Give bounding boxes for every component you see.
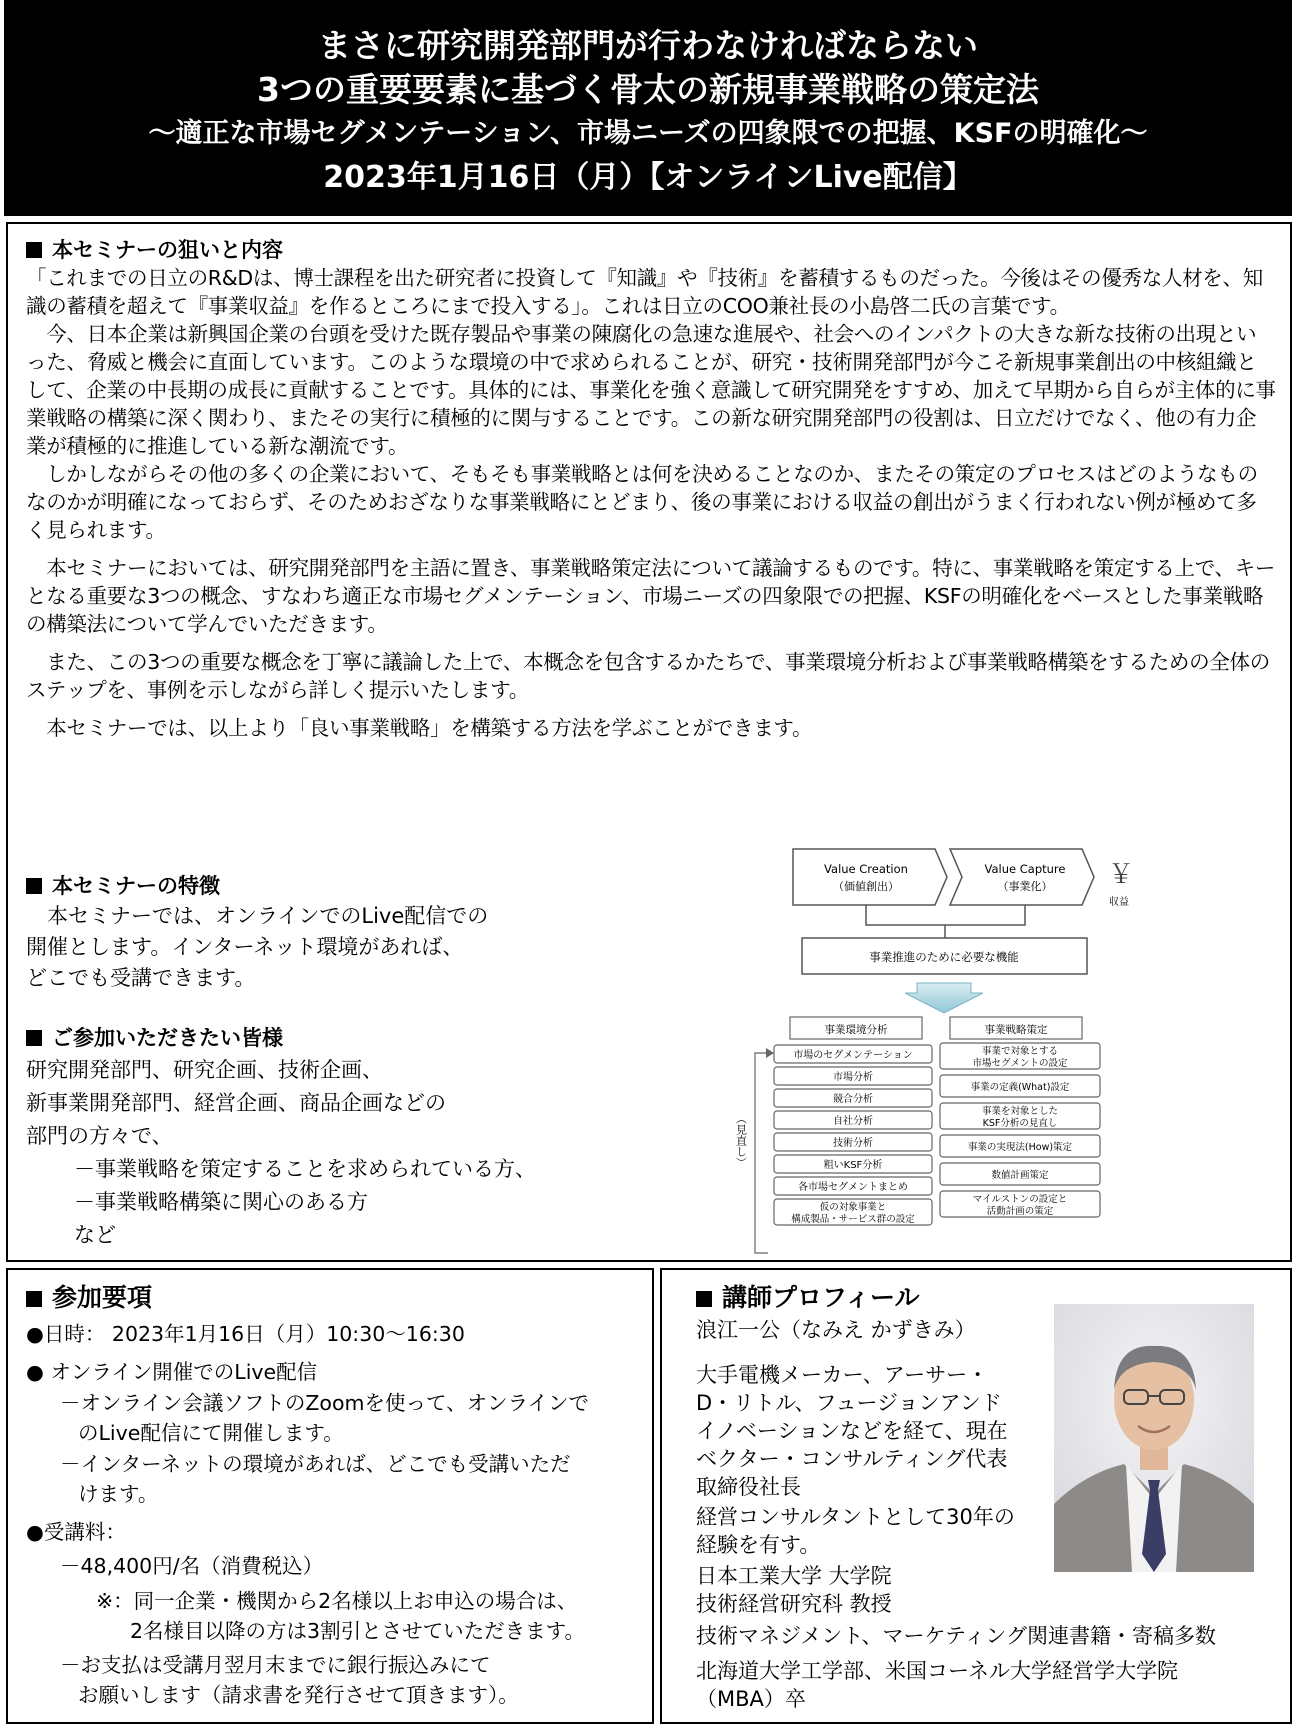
env-item: 構成製品・サービス群の設定 — [791, 1214, 915, 1225]
requirements-online-detail: －インターネットの環境があれば、どこでも受講いただ — [60, 1452, 571, 1476]
audience-line: 研究開発部門、研究企画、技術企画、 — [26, 1058, 383, 1082]
strategy-title: 事業戦略策定 — [984, 1024, 1048, 1036]
strategy-item: 事業を対象とした — [981, 1106, 1059, 1117]
value-creation-label: Value Creation — [824, 862, 908, 876]
strategy-diagram — [725, 843, 1135, 1259]
aims-heading: 本セミナーの狙いと内容 — [26, 234, 283, 264]
square-bullet-icon — [26, 242, 42, 258]
aims-body — [26, 264, 1276, 742]
revenue-label: 収益 — [1109, 897, 1129, 908]
features-line: 本セミナーでは、オンラインでのLive配信での — [26, 904, 489, 928]
functions-label: 事業推進のために必要な機能 — [869, 950, 1019, 964]
yen-icon: ￥ — [1107, 860, 1135, 890]
requirements-online: ● オンライン開催でのLive配信 — [26, 1360, 318, 1384]
env-item: 各市場セグメントまとめ — [798, 1182, 908, 1193]
env-item: 競合分析 — [833, 1094, 873, 1105]
strategy-item: マイルストンの設定と — [972, 1194, 1068, 1205]
strategy-item: 事業の定義(What)設定 — [970, 1082, 1070, 1093]
aims-paragraph: 「これまでの日立のR&Dは、博士課程を出た研究者に投資して『知識』や『技術』を蓄積するものだった。今後はその優秀な人材を、知識の蓄積を超えて『事業収益』を作るところにまで投入する」。これは日立のCOO兼社長の小島啓二氏の言葉です。 — [26, 266, 1263, 318]
aims-paragraph: 本セミナーでは、以上より「良い事業戦略」を構築する方法を学ぶことができます。 — [26, 716, 813, 740]
value-creation-jp-label: （価値創出） — [833, 880, 899, 893]
aims-paragraph: 今、日本企業は新興国企業の台頭を受けた既存製品や事業の陳腐化の急速な進展や、社会へのインパクトの大きな新な技術の出現といった、脅威と機会に直面しています。このような環境の中で求められることが、研究・技術開発部門が今こそ新規事業創出の中核組織として、企業の中長期の成長に貢献することです。具体的には、事業化を強く意識して研究開発をすすめ、加えて早期から自らが主体的に事業戦略の構築に深く関わり、またその実行に積極的に関与することです。この新な研究開発部門の役割は、日立だけでなく、他の有力企業が積極的に推進している新な潮流です。 — [26, 322, 1276, 458]
requirements-online-detail: のLive配信にて開催します。 — [78, 1421, 344, 1445]
lecturer-career: 大手電機メーカー、アーサー・ D・リトル、フュージョンアンド イノベーションなどを経て、現在 ベクター・コンサルティング代表 取締役社長 — [696, 1363, 1008, 1499]
env-analysis-items — [774, 1045, 932, 1225]
requirements-online-detail: けます。 — [78, 1482, 159, 1506]
value-capture-jp-label: （事業化） — [997, 880, 1053, 893]
lecturer-books: 技術マネジメント、マーケティング関連書籍・寄稿多数 — [696, 1624, 1216, 1648]
title-line-2: 3つの重要要素に基づく骨太の新規事業戦略の策定法 — [257, 70, 1039, 109]
value-capture-box — [950, 849, 1094, 905]
strategy-item: 事業で対象とする — [981, 1046, 1059, 1057]
strategy-item: KSF分析の見直し — [982, 1118, 1058, 1129]
square-bullet-icon — [26, 1030, 42, 1046]
lecturer-affiliation: 日本工業大学 大学院 技術経営研究科 教授 — [696, 1564, 892, 1616]
strategy-item: 事業の実現法(How)策定 — [967, 1142, 1073, 1153]
requirements-heading: 参加要項 — [26, 1278, 152, 1314]
lecturer-experience: 経営コンサルタントとして30年の 経験を有す。 — [696, 1505, 1015, 1557]
requirements-discount: 2名様目以降の方は3割引とさせていただきます。 — [130, 1619, 585, 1643]
audience-line: 部門の方々で、 — [26, 1124, 173, 1148]
env-item: 仮の対象事業と — [819, 1202, 887, 1213]
strategy-items — [940, 1043, 1100, 1217]
requirements-online-detail: －オンライン会議ソフトのZoomを使って、オンラインで — [60, 1391, 589, 1415]
requirements-fee-amount: －48,400円/名（消費税込） — [60, 1554, 324, 1578]
audience-line: －事業戦略構築に関心のある方 — [74, 1190, 368, 1214]
requirements-discount: ※：同一企業・機関から2名様以上お申込の場合は、 — [96, 1589, 578, 1613]
square-bullet-icon — [26, 1291, 42, 1307]
lecturer-education: 北海道大学工学部、米国コーネル大学経営学大学院 （MBA）卒 — [696, 1659, 1178, 1711]
header-banner — [4, 0, 1292, 216]
audience-line: －事業戦略を策定することを求められている方、 — [74, 1157, 536, 1181]
audience-line: 新事業開発部門、経営企画、商品企画などの — [26, 1091, 446, 1115]
value-creation-box — [793, 849, 947, 905]
strategy-item: 数値計画策定 — [991, 1170, 1049, 1181]
audience-line: など — [74, 1223, 116, 1247]
env-item: 粗いKSF分析 — [823, 1160, 883, 1171]
lecturer-photo — [1054, 1304, 1254, 1572]
features-line: どこでも受講できます。 — [26, 966, 256, 990]
lecturer-name: 浪江一公（なみえ かずきみ） — [696, 1318, 976, 1342]
env-item: 市場分析 — [833, 1072, 873, 1083]
env-item: 自社分析 — [833, 1116, 873, 1127]
audience-heading: ご参加いただきたい皆様 — [26, 1022, 283, 1052]
value-capture-label: Value Capture — [984, 862, 1066, 876]
review-label: （見直し） — [734, 1113, 748, 1168]
requirements-payment: お願いします（請求書を発行させて頂きます）。 — [78, 1683, 519, 1707]
profile-heading: 講師プロフィール — [696, 1278, 920, 1314]
requirements-date: ●日時： 2023年1月16日（月）10:30～16:30 — [26, 1322, 465, 1346]
env-item: 市場のセグメンテーション — [793, 1050, 913, 1061]
event-date: 2023年1月16日（月）【オンラインLive配信】 — [323, 160, 973, 195]
features-line: 開催とします。インターネット環境があれば、 — [26, 935, 464, 959]
requirements-payment: －お支払は受講月翌月末までに銀行振込みにて — [60, 1653, 491, 1677]
env-item: 技術分析 — [833, 1138, 873, 1149]
subtitle: ～適正な市場セグメンテーション、市場ニーズの四象限での把握、KSFの明確化～ — [148, 118, 1148, 149]
square-bullet-icon — [26, 878, 42, 894]
requirements-fee: ●受講料： — [26, 1520, 126, 1544]
aims-paragraph: また、この3つの重要な概念を丁寧に議論した上で、本概念を包含するかたちで、事業環境分析および事業戦略構築をするための全体のステップを、事例を示しながら詳しく提示いたします。 — [26, 650, 1270, 702]
strategy-item: 市場セグメントの設定 — [972, 1058, 1068, 1069]
square-bullet-icon — [696, 1291, 712, 1307]
env-analysis-title: 事業環境分析 — [824, 1024, 888, 1036]
title-line-1: まさに研究開発部門が行わなければならない — [318, 26, 978, 65]
aims-paragraph: 本セミナーにおいては、研究開発部門を主語に置き、事業戦略策定法について議論するものです。特に、事業戦略を策定する上で、キーとなる重要な3つの概念、すなわち適正な市場セグメンテーション、市場ニーズの四象限での把握、KSFの明確化をベースとした事業戦略の構築法について学んでいただきます。 — [26, 556, 1276, 636]
features-heading: 本セミナーの特徴 — [26, 870, 220, 900]
strategy-item: 活動計画の策定 — [986, 1206, 1054, 1217]
down-arrow-icon — [905, 983, 983, 1013]
aims-paragraph: しかしながらその他の多くの企業において、そもそも事業戦略とは何を決めることなのか、またその策定のプロセスはどのようなものなのかが明確になっておらず、そのためおざなりな事業戦略にとどまり、後の事業における収益の創出がうまく行われない例が極めて多く見られます。 — [26, 462, 1258, 542]
